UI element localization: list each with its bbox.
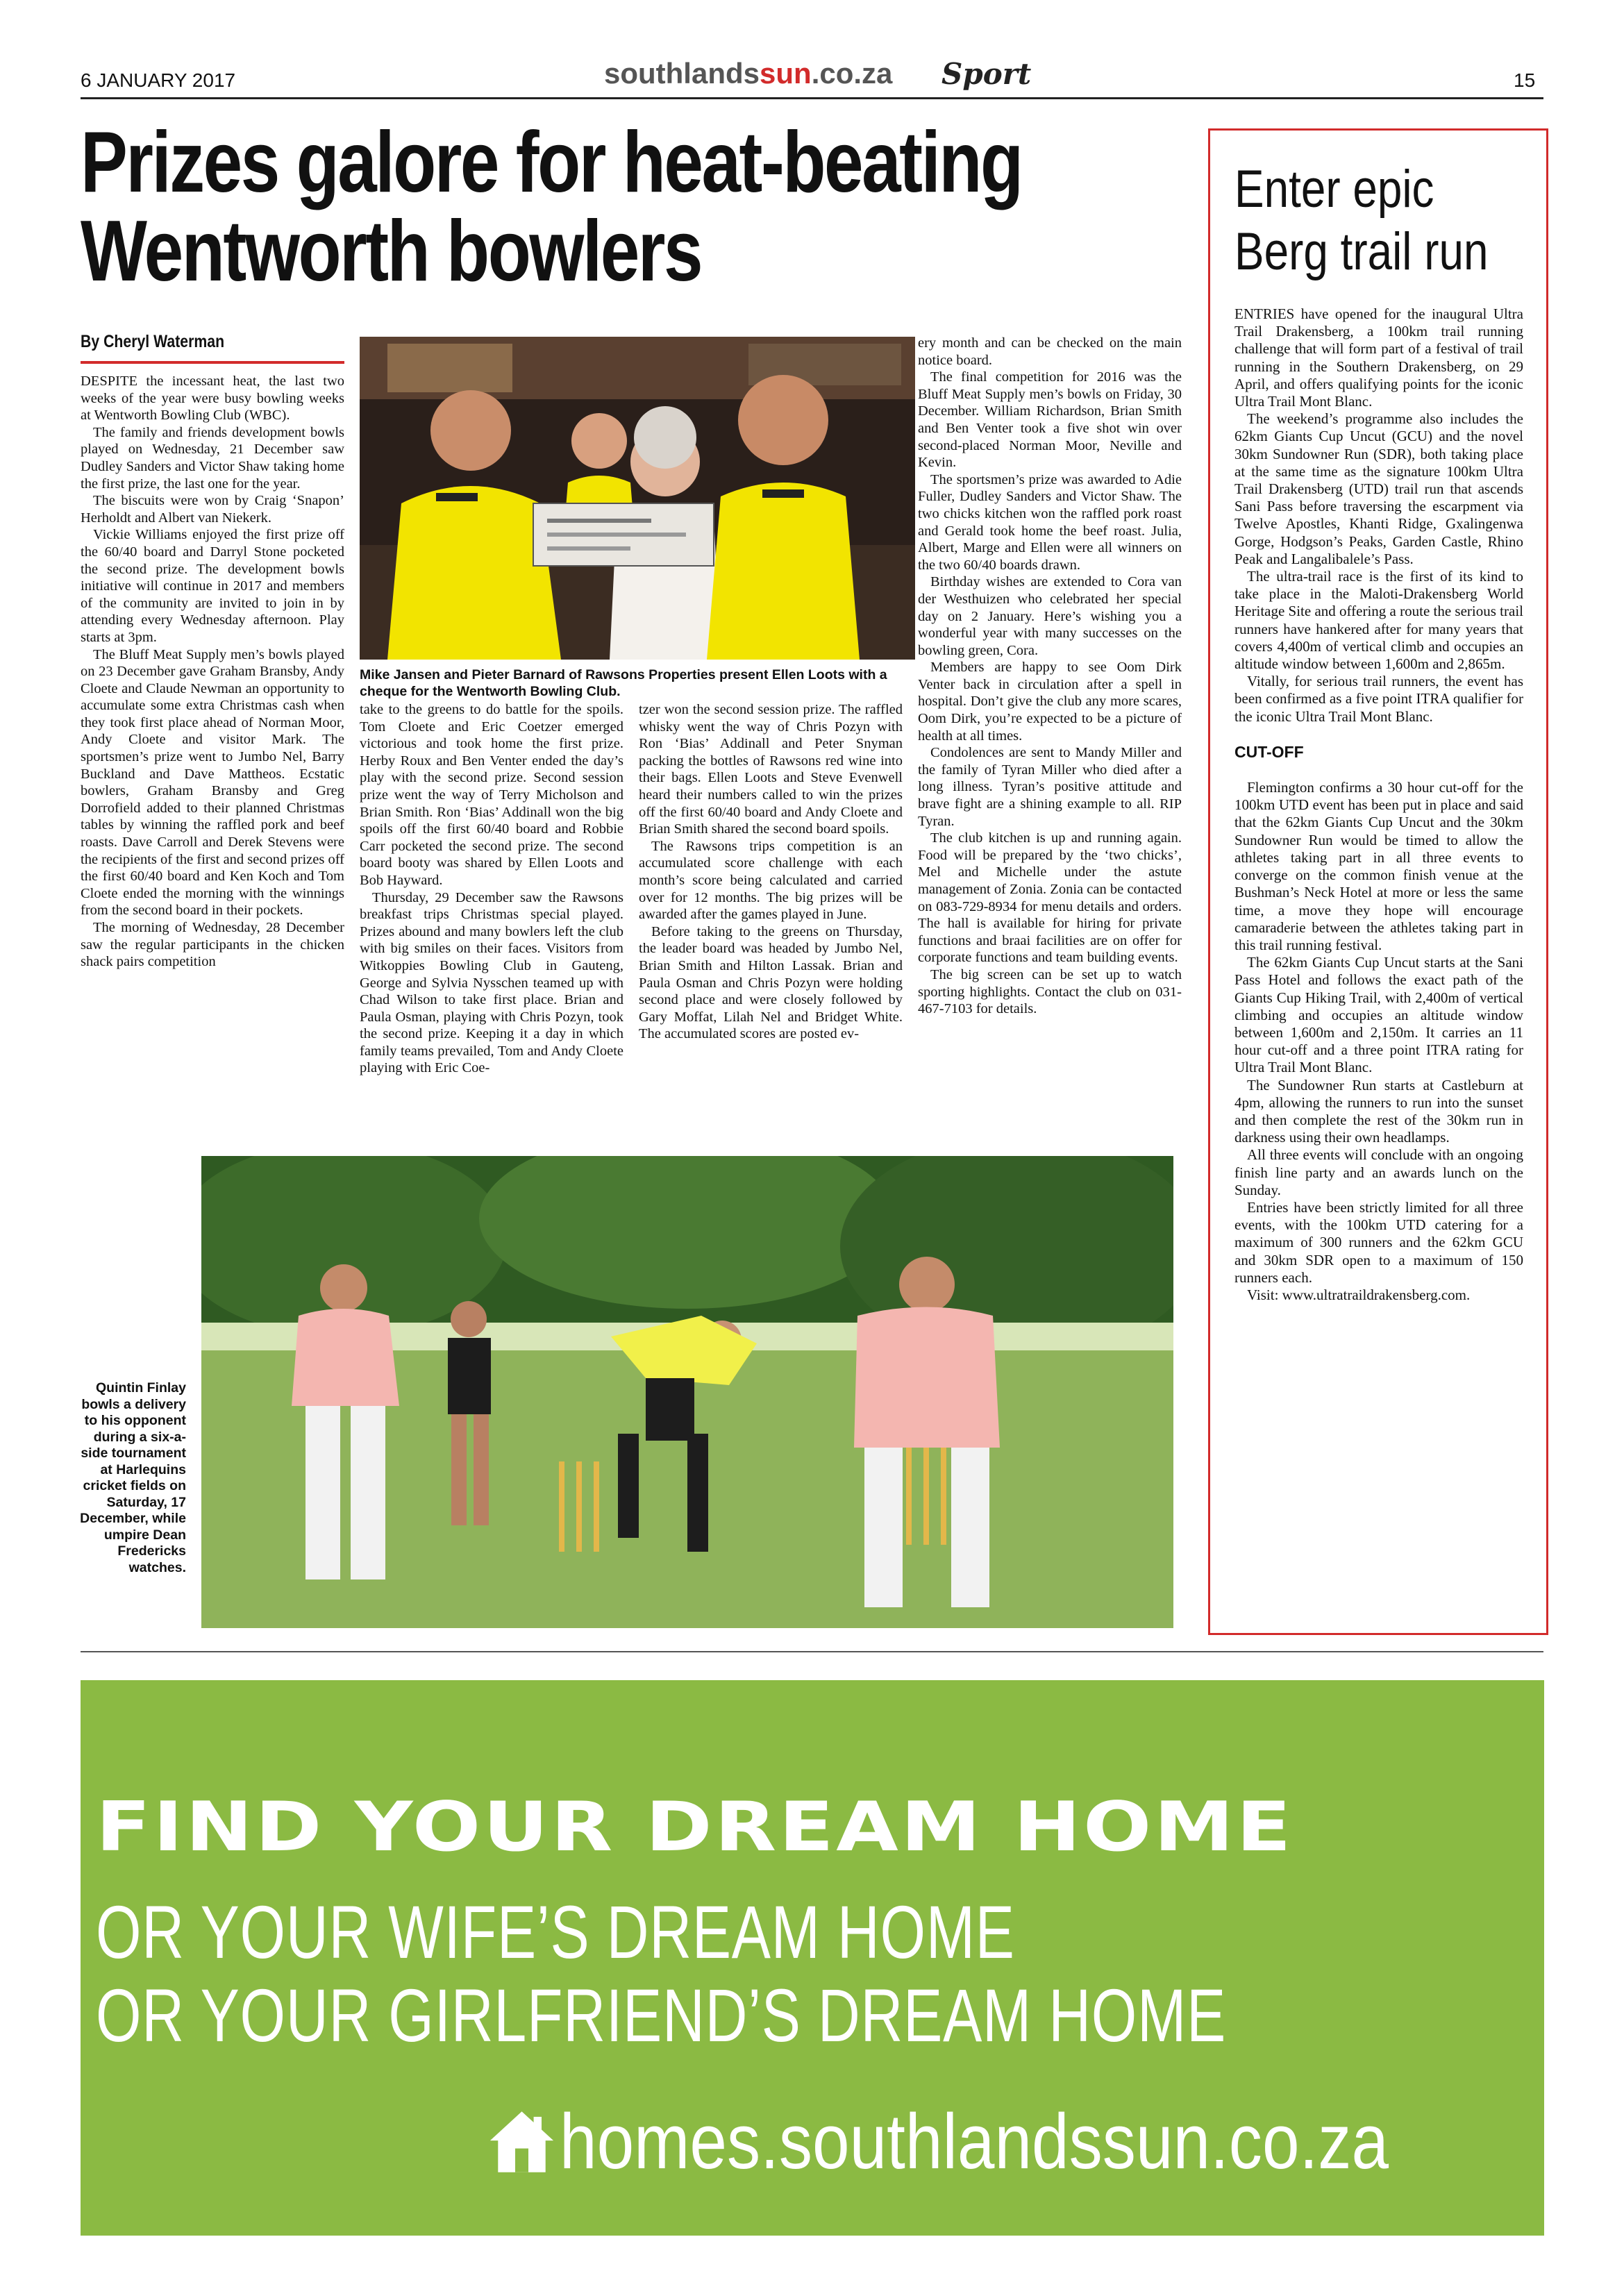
byline-rule xyxy=(81,361,344,364)
property-advert[interactable] xyxy=(81,1680,1544,2236)
paragraph: The Bluff Meat Supply men’s bowls played on 23 December gave Graham Bransby, Andy Cloete and Claude Newman an opportunity to accumulate some extra Christmas cash when they took first place ahead of Norman Moor, Andy Cloete and visitor Mark. The sportsmen’s prize went to Jumbo Nel, Barry Buckland and Dave Mattheos. Ecstatic bowlers, Graham Bransby and Greg Dorrofield added to their planned Christmas tables by winning the raffled pork and beef roasts. Dave Carroll and Derek Stevens were the recipients of the first and second prizes off the first 60/40 board and Ken Koch and Tom Cloete ended the morning with the winnings from the second board in their pockets. xyxy=(81,646,344,919)
byline: By Cheryl Waterman xyxy=(81,332,225,351)
photo-illustration xyxy=(201,1156,1173,1628)
paragraph: Flemington confirms a 30 hour cut-off for the 100km UTD event has been put in place and said that the 62km Giants Cup Uncut and the 30km Sundowner Run would be timed to allow the athletes taking part in all three events to converge on the common finish venue at the Bushman’s Neck Hotel at more or less the same time, a move they hope will encourage camaraderie between the athletes taking part in this trail running festival. xyxy=(1234,779,1523,953)
photo-caption-top: Mike Jansen and Pieter Barnard of Rawsons Properties present Ellen Loots with a cheque for the Wentworth Bowling Club. xyxy=(360,667,887,699)
paragraph: Vickie Williams enjoyed the first prize off the 60/40 board and Darryl Stone pocketed the second prize. The development bowls initiative will continue in 2017 and members of the community are invited to join in by attending every Wednesday afternoon. Play starts at 3pm. xyxy=(81,527,344,645)
cricket-photo xyxy=(201,1156,1173,1628)
advert-headline: FIND YOUR DREAM HOME xyxy=(96,1788,1294,1867)
paragraph: Members are happy to see Oom Dirk Venter back in circulation after a spell in hospital. Don’t give the club any more scares, Oom Dirk, you’re expected to be a picture of health at all times. xyxy=(918,660,1182,744)
bowls-presentation-photo xyxy=(360,337,915,660)
section-rule xyxy=(81,1651,1543,1652)
paragraph: The final competition for 2016 was the Bluff Meat Supply men’s bowls on Friday, 30 December. William Richardson, Brian Smith and Ben Venter took a five shot win over second-placed Norman Moor, Neville and Kevin. xyxy=(918,369,1182,471)
headline-line-2: Wentworth bowlers xyxy=(81,203,702,299)
advert-line-2: OR YOUR WIFE’S DREAM HOME xyxy=(96,1890,1015,1974)
masthead-part-a: southlands xyxy=(604,57,760,90)
headline-line-1: Prizes galore for heat-beating xyxy=(81,115,1022,210)
paragraph: The Sundowner Run starts at Castleburn at 4pm, allowing the runners to run into the sunset and then complete the rest of the 30km run in darkness using their own headlamps. xyxy=(1234,1076,1523,1146)
paragraph: The Rawsons trips competition is an accumulated score challenge with each month’s score being calculated and carried over for 12 months. The big prizes will be awarded after the games played in June. xyxy=(639,838,903,923)
paragraph: The family and friends development bowls played on Wednesday, 21 December saw Dudley Sanders and Victor Shaw taking home the first prize, the last one for the year. xyxy=(81,424,344,492)
paragraph: Visit: www.ultratraildrakensberg.com. xyxy=(1247,1286,1471,1303)
paragraph: Vitally, for serious trail runners, the event has been confirmed as a five point ITRA qualifier for the iconic Ultra Trail Mont Blanc. xyxy=(1234,673,1523,725)
sidebar-title-line-1: Enter epic xyxy=(1234,160,1434,219)
photo-caption-bottom: Quintin Finlay bowls a delivery to his opponent during a six-a-side tournament at Harlequins cricket fields on Saturday, 17 December, while umpire Dean Fredericks watches. xyxy=(80,1380,186,1575)
paragraph: tzer won the second session prize. The raffled whisky went the way of Chris Pozyn with Ron ‘Bias’ Addinall and Peter Snyman packing the bottles of Rawsons red wine into their bags. Ellen Loots and Steve Evenwell heard their numbers called to win the prizes off the first 60/40 board and Andy Cloete and Brian Smith shared the second board spoils. xyxy=(639,702,903,837)
paragraph: Birthday wishes are extended to Cora van der Westhuizen who celebrated her special day on 2 January. Here’s wishing you a wonderful year with many successes on the bowling green, Cora. xyxy=(918,574,1182,658)
sidebar-subhead: CUT-OFF xyxy=(1234,742,1304,761)
paragraph: The morning of Wednesday, 28 December saw the regular participants in the chicken shack pairs competition xyxy=(81,920,344,970)
paragraph: ery month and can be checked on the main notice board. xyxy=(918,335,1182,368)
house-icon xyxy=(489,2107,555,2177)
photo-illustration xyxy=(360,337,915,660)
issue-date: 6 JANUARY 2017 xyxy=(81,69,236,91)
article-column-1 xyxy=(81,373,344,971)
masthead-part-c: .co.za xyxy=(811,57,893,90)
paragraph: The sportsmen’s prize was awarded to Adie Fuller, Dudley Sanders and Victor Shaw. The two chicks kitchen won the raffled pork roast and Gerald took home the beef roast. Julia, Albert, Marge and Ellen were all winners on the two 60/40 boards drawn. xyxy=(918,471,1182,573)
advert-url-link[interactable]: homes.southlandssun.co.za xyxy=(560,2098,1389,2185)
paragraph: The weekend’s programme also includes the 62km Giants Cup Uncut (GCU) and the novel 30km Sundowner Run (SDR), both taking place at the same time as the signature 100km Ultra Trail Drakensberg (UTD) trail run that ascends Sani Pass before traversing the escarpment via Twelve Apostles, Khanti Ridge, Gxalingenwa Gorge, Hodgson’s Peaks, Garden Castle, Rhino Peak and Langalibalele’s Pass. xyxy=(1234,410,1523,567)
paragraph: take to the greens to do battle for the spoils. Tom Cloete and Eric Coetzer emerged victorious and took home the first prize. Herby Roux and Ben Venter ended the day’s play with the second prize. Second session prize went the way of Terry Micholson and Brian Smith. Ron ‘Bias’ Addinall won the big spoils off the first 60/40 board and Robbie Carr pocketed the second prize. The second board booty was shared by Ellen Loots and Bob Hayward. xyxy=(360,702,623,888)
headline xyxy=(81,115,1022,299)
sidebar-title xyxy=(1234,158,1488,283)
masthead-part-b: sun xyxy=(760,57,812,90)
advert-line-3: OR YOUR GIRLFRIEND’S DREAM HOME xyxy=(96,1973,1227,2057)
paragraph: Entries have been strictly limited for all three events, with the 100km UTD catering for a maximum of 300 runners and the 62km GCU and 30km SDR open to a maximum of 150 runners each. xyxy=(1234,1198,1523,1286)
article-column-3 xyxy=(639,701,903,1043)
paragraph: DESPITE the incessant heat, the last two weeks of the year were busy bowling weeks at Wentworth Bowling Club (WBC). xyxy=(81,374,344,424)
paragraph: The club kitchen is up and running again. Food will be prepared by the ‘two chicks’, Mel and Michelle under the astute management of Zonia. Zonia can be contacted on 083-729-8934 for menu details and orders. The hall is available for hiring for private functions and braai facilities are on offer for corporate functions and team building events. xyxy=(918,830,1182,966)
paragraph: The ultra-trail race is the first of its kind to take place in the Maloti-Drakensberg World Heritage Site and offering a route the serious trail runners have hankered after for many years that covers 4,400m of vertical climb and occupies an altitude window between 1,600m and 2,865m. xyxy=(1234,568,1523,673)
sidebar-body xyxy=(1234,305,1523,1304)
masthead xyxy=(604,57,892,90)
article-column-4 xyxy=(918,335,1182,1018)
section-name: Sport xyxy=(941,57,1032,91)
paragraph: Thursday, 29 December saw the Rawsons breakfast trips Christmas special played. Prizes abound and many bowlers left the club with big smiles on their faces. Visitors from Witkoppies Bowling Club in Gauteng, George and Sylvia Nysschen teamed up with Chad Wilson to take first place. Brian and Paula Osman, playing with Chris Pozyn, took the second prize. Keeping it a day in which family teams prevailed, Tom and Andy Cloete playing with Eric Coe- xyxy=(360,889,623,1076)
paragraph: The biscuits were won by Craig ‘Snapon’ Herholdt and Albert van Niekerk. xyxy=(81,493,344,526)
paragraph: The big screen can be set up to watch sporting highlights. Contact the club on 031-467-7103 for details. xyxy=(918,966,1182,1017)
sidebar-title-line-2: Berg trail run xyxy=(1234,222,1489,281)
header-rule xyxy=(81,97,1543,99)
paragraph: The 62km Giants Cup Uncut starts at the Sani Pass Hotel and follows the exact path of the Giants Cup Hiking Trail, with 2,400m of vertical climbing and occupies an altitude window between 1,600m and 2,150m. It carries an 11 hour cut-off and a three point ITRA rating for Ultra Trail Mont Blanc. xyxy=(1234,954,1523,1076)
article-column-2 xyxy=(360,701,623,1077)
paragraph: Before taking to the greens on Thursday, the leader board was headed by Jumbo Nel, Brian Smith and Hilton Lassak. Brian and Paula Osman and Chris Pozyn were holding second place and were closely followed by Gary Moffat, Lilah Nel and Bridget White. The accumulated scores are posted ev- xyxy=(639,923,903,1042)
page-number: 15 xyxy=(1514,69,1536,91)
paragraph: ENTRIES have opened for the inaugural Ultra Trail Drakensberg, a 100km trail running challenge that will form part of a festival of trail running in the Southern Drakensberg, on 29 April, and offers qualifying points for the iconic Ultra Trail Mont Blanc. xyxy=(1234,305,1523,410)
paragraph: Condolences are sent to Mandy Miller and the family of Tyran Miller who died after a long illness. Tyran’s positive attitude and brave fight are a shining example to all. RIP Tyran. xyxy=(918,745,1182,829)
paragraph: All three events will conclude with an ongoing finish line party and an awards lunch on the Sunday. xyxy=(1234,1146,1523,1198)
